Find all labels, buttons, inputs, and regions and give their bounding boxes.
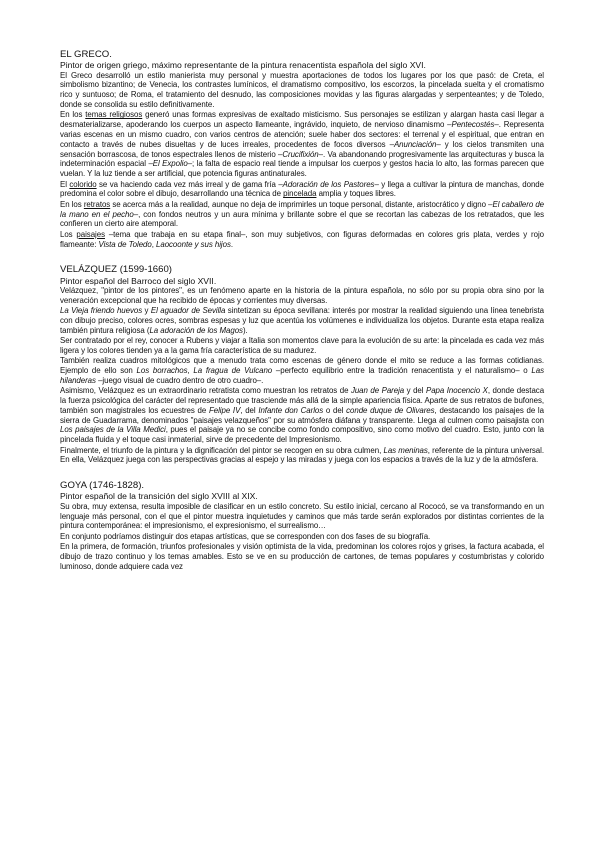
italic-text: El Expolio	[152, 159, 188, 169]
text-run: En conjunto podríamos distinguir dos etapas artísticas, que se corresponden con dos fases de su biografía.	[60, 531, 431, 541]
text-run: En los	[60, 110, 86, 120]
text-run: se acerca más a la realidad, aunque no deja de imprimirles un toque personal, distante, aristocrático y digno –	[110, 199, 493, 209]
text-run: , pues el paisaje ya no se concibe como fondo compositivo, sino como motivo del cuadro. Esto, junto con la pincelada fluida y el toque casi inmaterial, sirve de precedente del Impresionismo.	[60, 425, 544, 445]
text-run: También realiza cuadros mitológicos que a menudo trata como escenas de género donde el mito se reduce a las formas cotidianas. Ejemplo de ello son	[60, 356, 544, 376]
paragraph	[60, 230, 544, 250]
paragraph	[60, 356, 544, 385]
paragraph	[60, 542, 544, 571]
text-run: sintetizan su época sevillana: interés por mostrar la realidad siguiendo una línea tenebrista con dibujo preciso, colores ocres, sombras espesas y luz que acentúa los volúmenes e individualiza los objetos. Durante esta etapa realiza también pintura religiosa (	[60, 306, 544, 335]
text-run: , destacando los paisajes de la sierra de Guadarrama, denominados "paisajes velazqueños" por su atmósfera diáfana y transparente. Llega al culmen como paisajista con	[60, 405, 544, 425]
text-run: ,	[187, 366, 194, 376]
text-run: El Greco desarrolló un estilo manierista muy personal y muestra aportaciones de todos los lugares por los que pasó: de Creta, el simbolismo bizantino; de Venecia, los contrastes lumínicos, el dramatismo compositivo, los escorzos, la pincelada suelta y el cromatismo rico y suntuoso; de Roma, el tratamiento del desnudo, las composiciones movidas y las figuras alargadas y serpenteantes; y de Toledo, donde se consolida su estilo definitivamente.	[60, 70, 544, 109]
text-run: Los	[60, 229, 77, 239]
italic-text: La fragua de Vulcano	[193, 366, 273, 376]
text-run: , del	[240, 405, 259, 415]
section-subtitle: Pintor español de la transición del siglo XVIII al XIX.	[60, 491, 258, 502]
underlined-text: pincelada	[283, 189, 317, 199]
paragraph	[60, 286, 544, 306]
text-run: Ser contratado por el rey, conocer a Rubens y viajar a Italia son momentos clave para la evolución de su arte: la pincelada es cada vez más ligera y los colores tienden ya a la gama fría característica de su madurez.	[60, 336, 544, 355]
underlined-text: retratos	[83, 199, 111, 209]
text-run: Finalmente, el triunfo de la pintura y la dignificación del pintor se recogen en su obra culmen,	[60, 445, 384, 455]
text-run: En la primera, de formación, triunfos profesionales y visión optimista de la vida, predominan los colores rojos y grises, la factura acabada, el dibujo de trazo continuo y los temas amables. Esto se ve en su producción de cartones, de temas populares y costumbristas y colorido luminoso, donde adquiere cada vez	[60, 542, 544, 571]
section-velazquez	[60, 264, 544, 465]
text-run: –tema que trabaja en su etapa final–, son muy subjetivos, con figuras deformadas en colores gris plata, verdes y rojo flameante:	[60, 229, 544, 249]
text-run: –juego visual de cuadro dentro de otro cuadro–.	[95, 375, 264, 385]
italic-text: Las hilanderas	[60, 366, 544, 385]
section-subtitle: Pintor de origen griego, máximo representante de la pintura renacentista española del siglo XVI.	[60, 60, 426, 71]
text-run: – y llega a cultivar la pintura de manchas, donde predomina el color sobre el dibujo, desarrollando una técnica de	[60, 179, 544, 199]
italic-text: Anunciación	[393, 139, 437, 149]
italic-text: Infante don Carlos	[258, 405, 324, 415]
paragraph	[60, 336, 544, 356]
underlined-text: paisajes	[76, 229, 105, 239]
text-run: –. Va abandonando progresivamente las arquitecturas y busca la indeterminación espacial –	[60, 149, 544, 169]
section-title: EL GRECO.	[60, 49, 112, 60]
underlined-text: temas religiosos	[85, 110, 143, 120]
paragraph	[60, 110, 544, 179]
text-run: generó unas formas expresivas de exaltado misticismo. Sus personajes se estilizan y alargan hasta casi llegar a desmaterializarse, apoderando los cuerpos un aspecto llameante, ingrávido, inquieto, de nervioso dinamismo –	[60, 110, 544, 130]
text-run: Velázquez, "pintor de los pintores", es un fenómeno aparte en la historia de la pintura española, no sólo por su propia obra sino por la veneración excepcional que ha recibido de épocas y corrientes muy diversas.	[60, 285, 544, 305]
italic-text: Juan de Pareja	[350, 386, 405, 396]
section-body	[60, 502, 544, 572]
text-run: –, con fondos neutros y un aura mínima y brillante sobre el que se recortan las cabezas de los retratados, que les confieren un cierto aire atemporal.	[60, 209, 545, 229]
italic-text: El caballero de la mano en el pecho	[60, 199, 545, 219]
section-goya	[60, 480, 544, 571]
text-run: amplia y toques libres.	[316, 189, 396, 199]
italic-text: Los paisajes de la Villa Medici	[60, 425, 166, 435]
italic-text: La adoración de los Magos	[149, 325, 243, 335]
italic-text: conde duque de Olivares	[346, 405, 435, 415]
text-run: , donde destaca la fuerza psicológica del carácter del representado que trasciende más allá de la simple apariencia física. Aparte de sus retratos de bufones, también son magistrales los ecuestres de	[60, 386, 545, 415]
text-run: – y los cielos transmiten una sensación borrascosa, de tonos espectrales llenos de misterio –	[60, 139, 544, 159]
italic-text: El aguador de Sevilla	[150, 306, 226, 316]
text-run: –; la falta de espacio real tiende a impulsar los cuerpos y gestos hacia lo alto, las formas parecen que vuelan. Y la luz tiende a ser artificial, que potencia figuras antinaturales.	[60, 159, 544, 179]
text-run: El	[60, 179, 70, 189]
text-run: , referente de la pintura universal. En ella, Velázquez juega con las perspectivas gracias al espejo y las miradas y juega con los espacios a través de la luz y de la atmósfera.	[60, 445, 544, 465]
text-run: se va haciendo cada vez más irreal y de gama fría –	[96, 179, 283, 189]
italic-text: La Vieja friendo huevos	[60, 306, 143, 316]
italic-text: Vista de Toledo	[98, 239, 152, 249]
text-run: y del	[404, 386, 426, 396]
italic-text: Pentecostés	[451, 120, 495, 130]
italic-text: Crucifixión	[282, 149, 319, 159]
section-body	[60, 286, 544, 465]
text-run: –. Representa varias escenas en un mismo cuadro, con varios centros de atención; suele haber dos sectores: el terrenal y el espiritual, que entran en contacto a través de nubes disueltas y de luces irreales, procedentes de focos diversos –	[60, 120, 544, 149]
section-title: VELÁZQUEZ (1599-1660)	[60, 264, 172, 276]
document-page	[60, 49, 544, 587]
italic-text: Adoración de los Pastores	[282, 179, 375, 189]
text-run: ).	[242, 325, 248, 335]
paragraph	[60, 306, 544, 335]
section-subtitle: Pintor español del Barroco del siglo XVII.	[60, 275, 217, 286]
text-run: y	[142, 306, 151, 316]
section-greco	[60, 49, 544, 249]
italic-text: Los borrachos	[136, 366, 188, 376]
italic-text: Felipe IV	[208, 405, 241, 415]
italic-text: Laocoonte y sus hijos	[156, 239, 231, 249]
paragraph	[60, 502, 544, 531]
text-run: En los	[60, 199, 84, 209]
text-run: ,	[151, 239, 157, 249]
italic-text: Papa Inocencio X	[426, 386, 488, 396]
italic-text: Las meninas	[383, 445, 428, 455]
text-run: .	[230, 239, 234, 249]
paragraph	[60, 180, 544, 200]
text-run: –perfecto equilibrio entre la tradición renacentista y el naturalismo– o	[272, 366, 532, 376]
text-run: Asimismo, Velázquez es un extraordinario retratista como muestran los retratos de	[60, 386, 351, 396]
underlined-text: colorido	[69, 179, 97, 189]
text-run: Su obra, muy extensa, resulta imposible de clasificar en un estilo concreto. Su estilo inicial, cercano al Rococó, se va transformando en un lenguaje más personal, con el que el pintor muestra inquietudes y caminos que más tarde serán explorados por distintas corrientes de la pintura contemporánea: el impresionismo, el expresionismo, el surrealismo…	[60, 501, 544, 531]
paragraph	[60, 200, 544, 229]
paragraph	[60, 446, 544, 466]
paragraph	[60, 71, 544, 110]
text-run: o del	[323, 405, 347, 415]
section-body	[60, 71, 544, 250]
paragraph	[60, 532, 544, 542]
paragraph	[60, 386, 544, 445]
section-title: GOYA (1746-1828).	[60, 480, 145, 492]
